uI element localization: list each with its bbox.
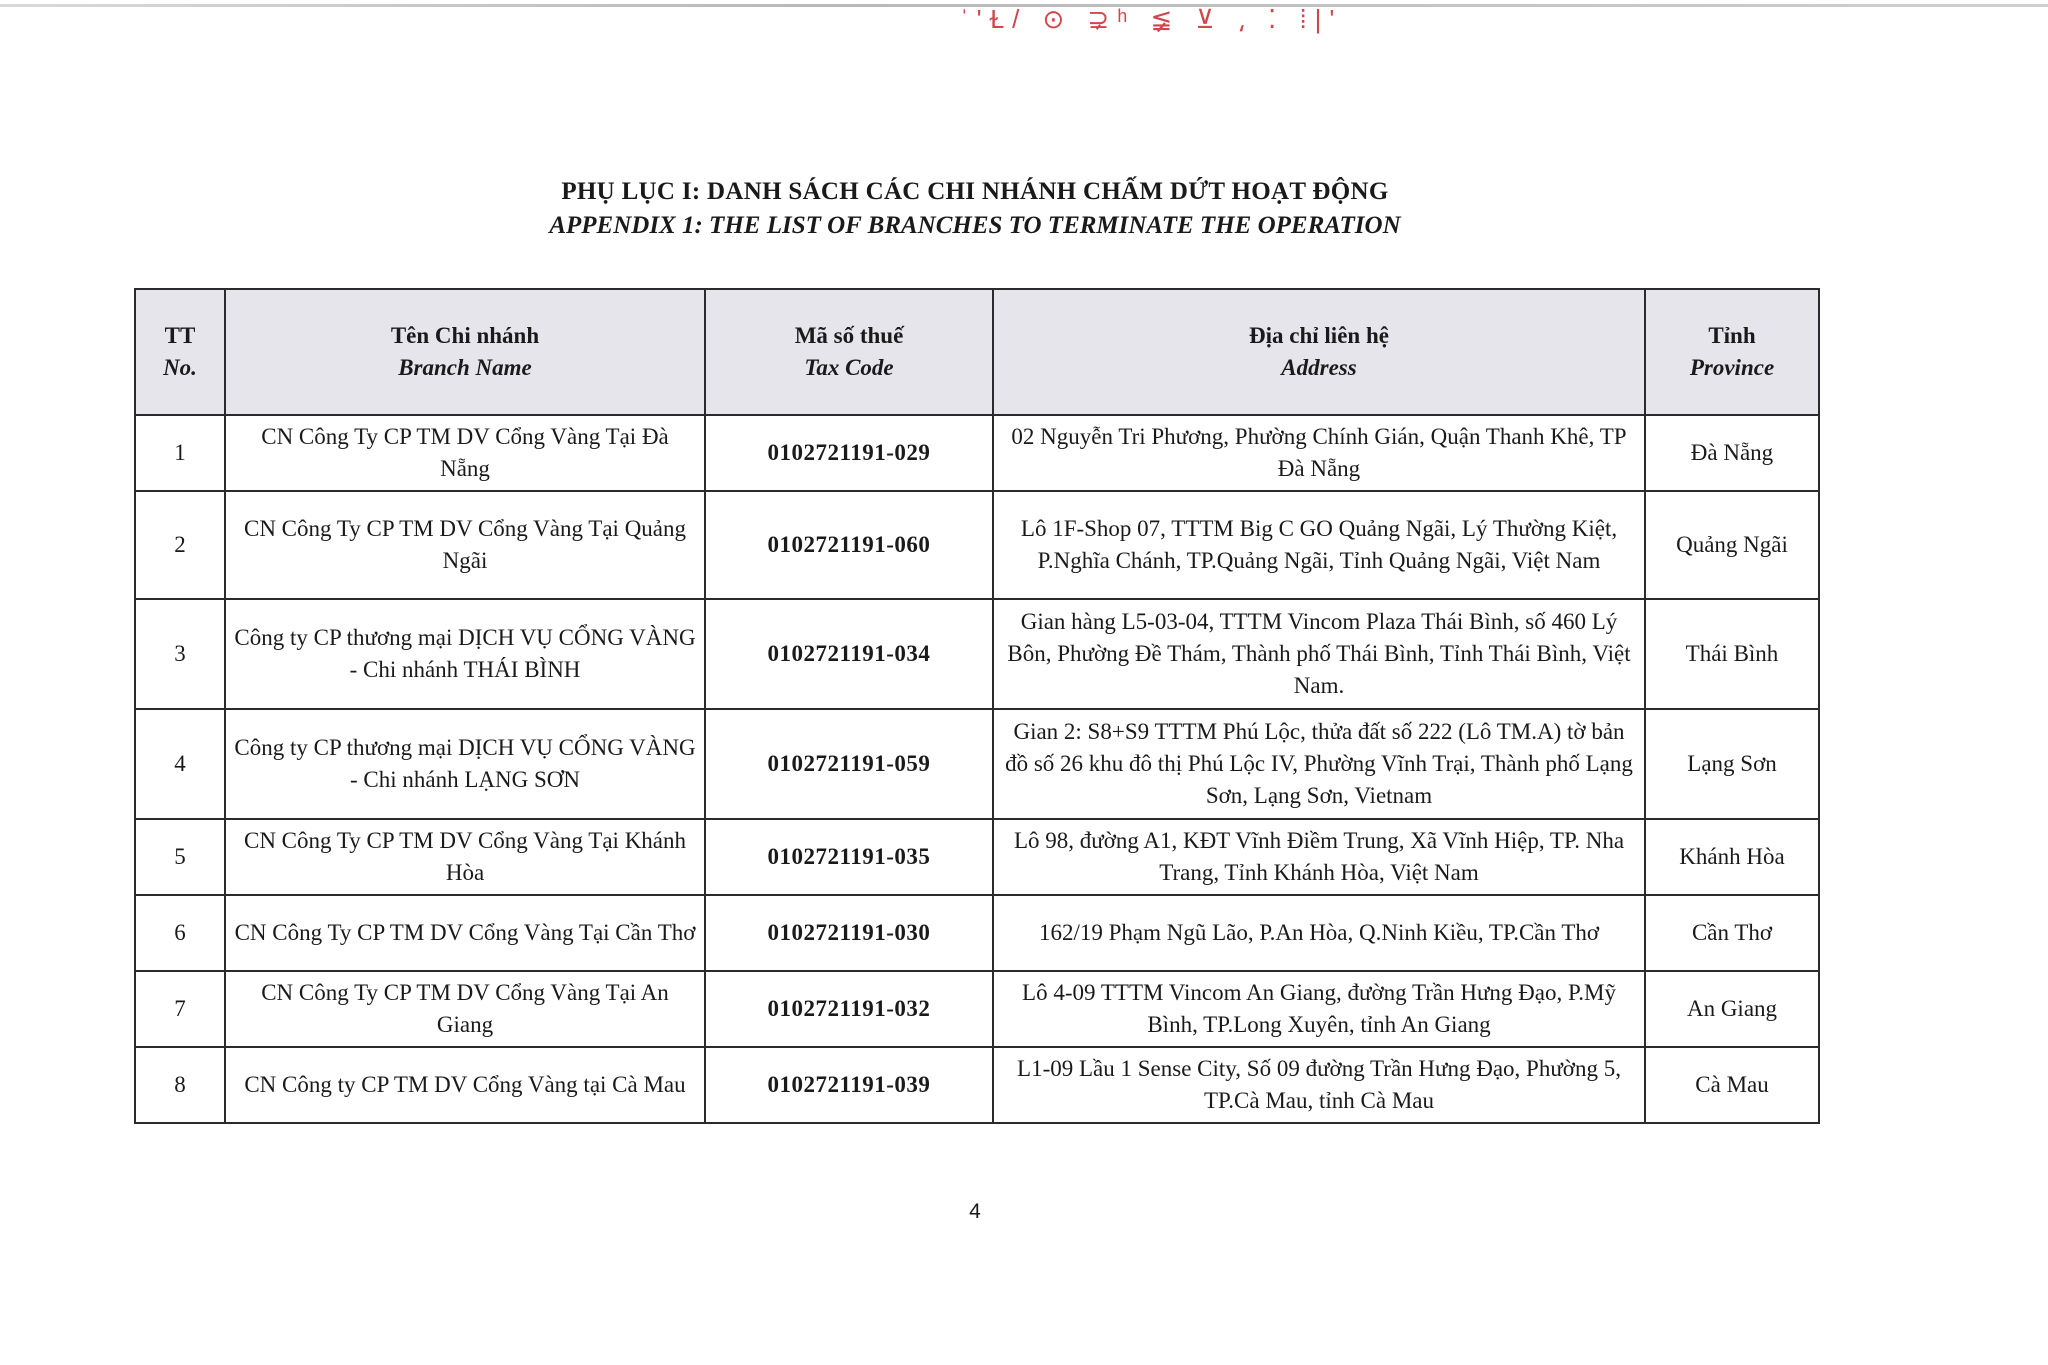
appendix-title-english: APPENDIX 1: THE LIST OF BRANCHES TO TERMINATE THE OPERATION (549, 212, 1401, 239)
red-stamp-fragment: ˈ'Ɫ/ ⊙ ⊋ʰ ≨ ⊻ ⸲ ⁚ ⁞|' (960, 4, 1343, 34)
header-label-en: Branch Name (398, 355, 532, 380)
cell-address: Lô 98, đường A1, KĐT Vĩnh Điềm Trung, Xã Vĩnh Hiệp, TP. Nha Trang, Tỉnh Khánh Hòa, Việt Nam (993, 819, 1645, 895)
cell-address: L1-09 Lầu 1 Sense City, Số 09 đường Trần Hưng Đạo, Phường 5, TP.Cà Mau, tỉnh Cà Mau (993, 1047, 1645, 1123)
table-row (135, 971, 1819, 1047)
appendix-title-vietnamese: PHỤ LỤC I: DANH SÁCH CÁC CHI NHÁNH CHẤM DỨT HOẠT ĐỘNG (561, 178, 1389, 205)
cell-branch-name: CN Công Ty CP TM DV Cổng Vàng Tại Quảng Ngãi (225, 491, 705, 599)
table-row (135, 709, 1819, 819)
header-label-en: Province (1689, 355, 1775, 380)
header-label-en: Tax Code (804, 355, 894, 380)
cell-no: 6 (135, 895, 225, 971)
cell-tax-code: 0102721191-060 (705, 491, 993, 599)
header-address (993, 289, 1645, 415)
header-province (1645, 289, 1819, 415)
cell-tax-code: 0102721191-059 (705, 709, 993, 819)
table-row (135, 415, 1819, 491)
cell-address: 02 Nguyễn Tri Phương, Phường Chính Gián, Quận Thanh Khê, TP Đà Nẵng (993, 415, 1645, 491)
cell-no: 8 (135, 1047, 225, 1123)
cell-no: 1 (135, 415, 225, 491)
cell-address: Gian 2: S8+S9 TTTM Phú Lộc, thửa đất số 222 (Lô TM.A) tờ bản đồ số 26 khu đô thị Phú Lộc IV, Phường Vĩnh Trại, Thành phố Lạng Sơn, Lạng Sơn, Vietnam (993, 709, 1645, 819)
header-label-vi: TT (164, 323, 196, 348)
cell-no: 3 (135, 599, 225, 709)
cell-branch-name: Công ty CP thương mại DỊCH VỤ CỔNG VÀNG - Chi nhánh LẠNG SƠN (225, 709, 705, 819)
header-label-vi: Địa chỉ liên hệ (1249, 323, 1389, 348)
header-label-vi: Tên Chi nhánh (390, 323, 540, 348)
table-row (135, 491, 1819, 599)
cell-branch-name: CN Công Ty CP TM DV Cổng Vàng Tại Khánh Hòa (225, 819, 705, 895)
cell-address: 162/19 Phạm Ngũ Lão, P.An Hòa, Q.Ninh Kiều, TP.Cần Thơ (993, 895, 1645, 971)
header-label-vi: Tỉnh (1708, 323, 1756, 348)
cell-tax-code: 0102721191-029 (705, 415, 993, 491)
cell-tax-code: 0102721191-034 (705, 599, 993, 709)
table-header-row (135, 289, 1819, 415)
cell-tax-code: 0102721191-030 (705, 895, 993, 971)
table-row (135, 599, 1819, 709)
cell-province: An Giang (1645, 971, 1819, 1047)
cell-no: 7 (135, 971, 225, 1047)
cell-tax-code: 0102721191-035 (705, 819, 993, 895)
cell-branch-name: CN Công Ty CP TM DV Cổng Vàng Tại An Giang (225, 971, 705, 1047)
cell-branch-name: CN Công Ty CP TM DV Cổng Vàng Tại Cần Thơ (225, 895, 705, 971)
header-label-en: Address (1281, 355, 1357, 380)
cell-branch-name: CN Công Ty CP TM DV Cổng Vàng Tại Đà Nẵng (225, 415, 705, 491)
cell-province: Khánh Hòa (1645, 819, 1819, 895)
cell-tax-code: 0102721191-039 (705, 1047, 993, 1123)
appendix-heading (0, 178, 1950, 240)
table-row (135, 1047, 1819, 1123)
cell-province: Cà Mau (1645, 1047, 1819, 1123)
header-no (135, 289, 225, 415)
cell-province: Đà Nẵng (1645, 415, 1819, 491)
branches-table (134, 288, 1820, 1124)
table-row (135, 819, 1819, 895)
cell-no: 2 (135, 491, 225, 599)
cell-province: Cần Thơ (1645, 895, 1819, 971)
cell-address: Lô 1F-Shop 07, TTTM Big C GO Quảng Ngãi, Lý Thường Kiệt, P.Nghĩa Chánh, TP.Quảng Ngãi, Tỉnh Quảng Ngãi, Việt Nam (993, 491, 1645, 599)
cell-branch-name: CN Công ty CP TM DV Cổng Vàng tại Cà Mau (225, 1047, 705, 1123)
cell-no: 4 (135, 709, 225, 819)
cell-province: Quảng Ngãi (1645, 491, 1819, 599)
cell-branch-name: Công ty CP thương mại DỊCH VỤ CỔNG VÀNG - Chi nhánh THÁI BÌNH (225, 599, 705, 709)
page-number: 4 (969, 1200, 981, 1223)
header-label-en: No. (163, 355, 197, 380)
cell-province: Thái Bình (1645, 599, 1819, 709)
cell-address: Lô 4-09 TTTM Vincom An Giang, đường Trần Hưng Đạo, P.Mỹ Bình, TP.Long Xuyên, tỉnh An Giang (993, 971, 1645, 1047)
table-row (135, 895, 1819, 971)
header-tax-code (705, 289, 993, 415)
cell-province: Lạng Sơn (1645, 709, 1819, 819)
header-branch-name (225, 289, 705, 415)
header-label-vi: Mã số thuế (794, 323, 904, 348)
cell-no: 5 (135, 819, 225, 895)
cell-tax-code: 0102721191-032 (705, 971, 993, 1047)
cell-address: Gian hàng L5-03-04, TTTM Vincom Plaza Thái Bình, số 460 Lý Bôn, Phường Đề Thám, Thành phố Thái Bình, Tỉnh Thái Bình, Việt Nam. (993, 599, 1645, 709)
